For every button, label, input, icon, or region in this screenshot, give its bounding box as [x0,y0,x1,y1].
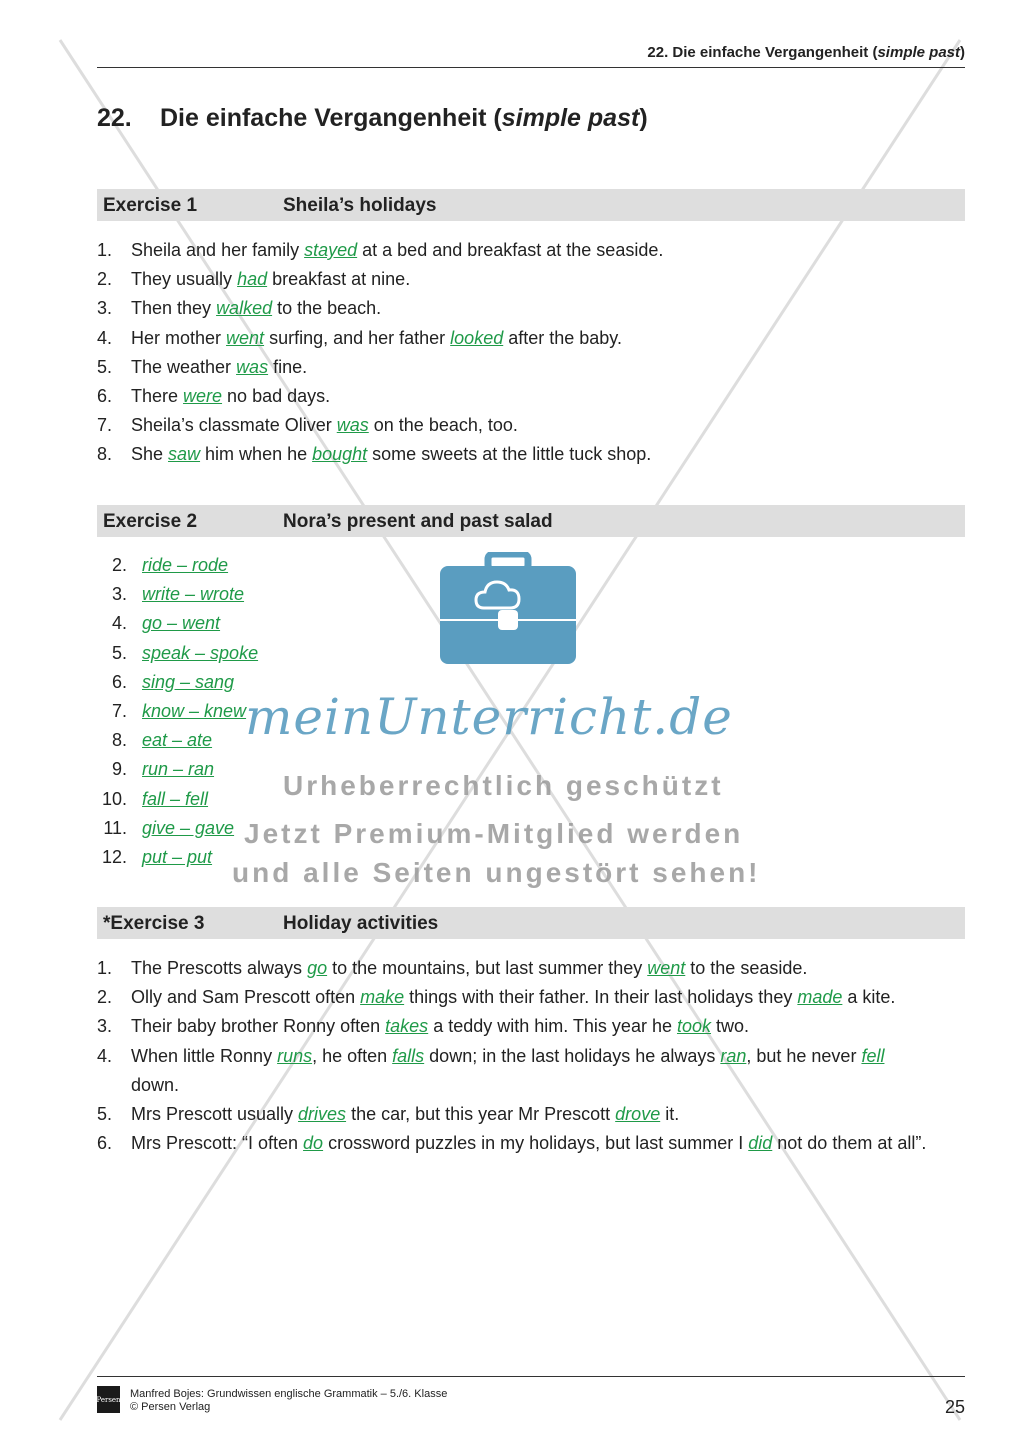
item-number: 12. [101,847,127,868]
sentence-text: to the beach. [272,298,382,319]
list-item [97,382,967,411]
item-number: 2. [97,987,113,1008]
list-item [97,697,258,726]
answer-word: made [797,987,843,1008]
sentence-text: after the baby. [503,327,622,348]
list-item [97,1042,927,1100]
answer-word: went [226,327,265,348]
answer-pair: know – knew [142,701,247,722]
sentence-text: some sweets at the little tuck shop. [367,444,652,465]
sentence-text: to the seaside. [685,958,808,978]
item-number: 7. [97,415,113,436]
answer-word: falls [392,1045,425,1066]
answer-word: was [236,356,269,377]
answer-pair: sing – sang [142,671,235,692]
list-item [97,411,967,440]
item-number: 7. [111,701,127,722]
sentence-text: a kite. [842,987,896,1008]
list-item [97,755,258,784]
item-number: 5. [97,1104,113,1125]
list-item [97,726,258,755]
sentence-text: not do them at all”. [772,1133,927,1154]
item-number: 9. [111,759,127,780]
sentence-text: down; in the last holidays he always [424,1045,721,1066]
answer-pair: put – put [142,847,213,868]
item-number: 1. [97,958,113,978]
sentence-text: crossword puzzles in my holidays, but last summer I [323,1133,749,1154]
sentence-text: , he often [312,1045,393,1066]
sentence-text: They usually [131,269,238,290]
sentence-text: Mrs Prescott usually [131,1104,299,1125]
sentence-text: The Prescotts always [131,958,308,978]
list-item [97,265,967,294]
sentence-text: the car, but this year Mr Prescott [346,1104,616,1125]
watermark-line-1: Urheberrechtlich geschützt [283,770,724,801]
item-number: 8. [111,730,127,751]
exercise-3-header: *Exercise 3 Holiday activities [97,907,965,939]
sentence-text: on the beach, too. [368,415,518,436]
list-item [97,983,927,1012]
answer-word: bought [312,444,368,465]
answer-word: go [307,958,328,978]
answer-word: runs [277,1045,313,1066]
answer-pair: run – ran [142,759,215,780]
sentence-text: Her mother [131,327,227,348]
publisher-logo: Persen [97,1386,120,1413]
list-item [97,785,258,814]
item-number: 2. [111,555,127,575]
briefcase-cloud-icon [438,552,578,666]
sentence-text: Mrs Prescott: “I often [131,1133,304,1154]
list-item [97,814,258,843]
running-header: 22. Die einfache Vergangenheit (simple past) [647,44,965,61]
page-title: 22. Die einfache Vergangenheit (simple past) [97,104,648,132]
list-item [97,954,927,983]
answer-word: do [303,1133,324,1154]
item-number: 6. [111,671,127,692]
sentence-text: breakfast at nine. [267,269,411,290]
answer-word: did [748,1133,773,1154]
item-number: 3. [97,1016,113,1037]
list-item [97,609,258,638]
item-number: 1. [97,240,113,260]
list-item [97,440,967,469]
answer-pair: eat – ate [142,730,213,751]
list-item [97,668,258,697]
answer-word: was [336,415,369,436]
item-number: 5. [97,356,113,377]
exercise-2-header: Exercise 2 Nora’s present and past salad [97,505,965,537]
answer-pair: go – went [142,613,221,634]
answer-word: takes [385,1016,429,1037]
list-item [97,639,258,668]
sentence-text: to the mountains, but last summer they [327,958,648,978]
sentence-text: There [131,386,184,407]
sentence-text: down. [131,1074,180,1095]
answer-pair: fall – fell [142,788,209,809]
answer-word: stayed [304,240,358,260]
item-number: 4. [111,613,127,634]
item-number: 3. [97,298,113,319]
answer-word: took [676,1016,712,1037]
answer-word: drove [615,1104,661,1125]
sentence-text: Then they [131,298,217,319]
item-number: 5. [111,642,127,663]
item-number: 10. [101,788,127,809]
sentence-text: Sheila and her family [131,240,305,260]
exercise-1-list [97,236,967,470]
item-number: 4. [97,327,113,348]
list-item [97,1012,927,1041]
sentence-text: Olly and Sam Prescott often [131,987,361,1008]
item-number: 11. [103,817,127,838]
sentence-text: , but he never [746,1045,862,1066]
exercise-3-list [97,954,927,1158]
watermark-brand: meinUnterricht.de [245,688,733,746]
list-item [97,294,967,323]
answer-word: drives [298,1104,347,1125]
sentence-text: no bad days. [222,386,331,407]
answer-pair: speak – spoke [142,642,259,663]
sentence-text: Their baby brother Ronny often [131,1016,386,1037]
sentence-text: fine. [268,356,308,377]
sentence-text: a teddy with him. This year he [428,1016,677,1037]
list-item [97,1129,927,1158]
answer-word: make [360,987,405,1008]
answer-word: had [237,269,268,290]
list-item [97,353,967,382]
header-rule [97,67,965,68]
item-number: 3. [111,584,127,605]
footer-rule [97,1376,965,1377]
exercise-2-list [97,551,258,872]
item-number: 2. [97,269,113,290]
item-number: 6. [97,1133,113,1154]
item-number: 8. [97,444,113,465]
sentence-text: surfing, and her father [264,327,451,348]
answer-pair: write – wrote [142,584,245,605]
list-item [97,551,258,580]
sentence-text: The weather [131,356,237,377]
item-number: 6. [97,386,113,407]
list-item [97,236,967,265]
page-number: 25 [944,1397,965,1417]
answer-word: looked [450,327,504,348]
watermark-line-2: Jetzt Premium-Mitglied werden [244,818,744,849]
answer-word: saw [168,444,201,465]
list-item [97,324,967,353]
list-item [97,1100,927,1129]
exercise-1-header: Exercise 1 Sheila’s holidays [97,189,965,221]
sentence-text: at a bed and breakfast at the seaside. [357,240,664,260]
sentence-text: two. [711,1016,750,1037]
sentence-text: him when he [200,444,313,465]
answer-word: walked [216,298,273,319]
answer-word: went [647,958,686,978]
answer-word: were [183,386,223,407]
sentence-text: When little Ronny [131,1045,278,1066]
sentence-text: Sheila’s classmate Oliver [131,415,337,436]
watermark-line-3: und alle Seiten ungestört sehen! [232,857,761,888]
answer-pair: ride – rode [142,555,229,575]
answer-word: fell [861,1045,885,1066]
item-number: 4. [97,1045,113,1066]
footer-credits: Manfred Bojes: Grundwissen englische Grammatik – 5./6. Klasse © Persen Verlag [130,1388,448,1413]
sentence-text: She [131,444,169,465]
sentence-text: things with their father. In their last holidays they [404,987,798,1008]
answer-pair: give – gave [142,817,235,838]
list-item [97,580,258,609]
answer-word: ran [720,1045,747,1066]
sentence-text: it. [660,1104,680,1125]
